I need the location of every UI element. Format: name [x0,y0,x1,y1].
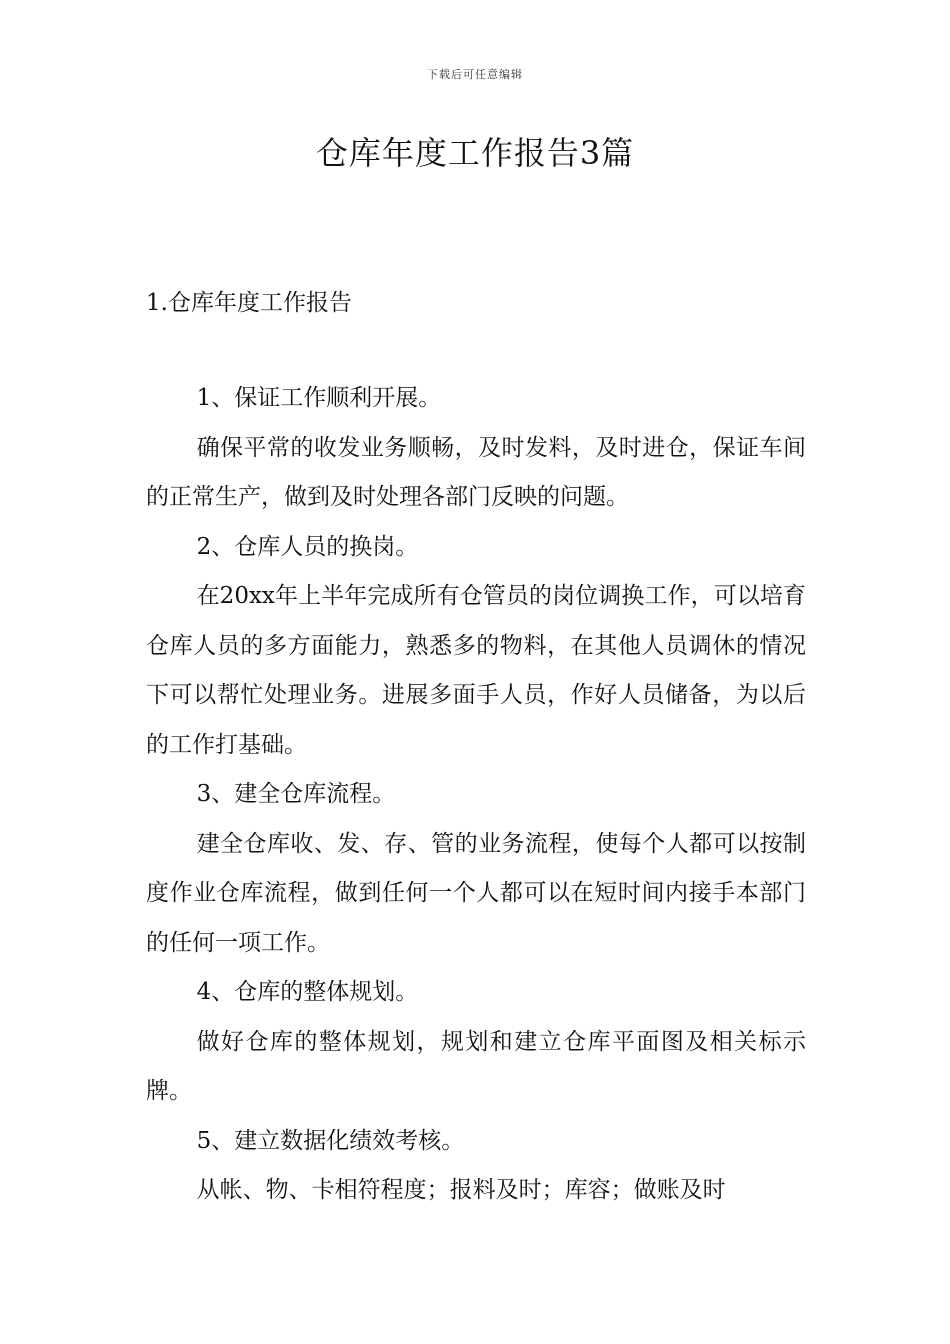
paragraph: 在20xx年上半年完成所有仓管员的岗位调换工作，可以培育仓库人员的多方面能力，熟悉多的物料，在其他人员调休的情况下可以帮忙处理业务。进展多面手人员，作好人员储备，为以后的工作打基础。 [146,583,806,758]
body-text [146,374,806,1216]
header-note: 下载后可任意编辑 [427,68,523,81]
paragraph-item-1-heading: 1、保证工作顺利开展。 [196,385,442,411]
paragraph-item-3-heading: 3、建全仓库流程。 [196,781,396,807]
paragraph: 确保平常的收发业务顺畅，及时发料，及时进仓，保证车间的正常生产，做到及时处理各部门反映的问题。 [146,434,806,510]
paragraph: 从帐、物、卡相符程度；报料及时；库容；做账及时 [196,1177,726,1203]
paragraph: 建全仓库收、发、存、管的业务流程，使每个人都可以按制度作业仓库流程，做到任何一个人都可以在短时间内接手本部门的任何一项工作。 [146,830,806,956]
section-heading: 1.仓库年度工作报告 [146,290,352,316]
paragraph-item-2-heading: 2、仓库人员的换岗。 [196,533,419,560]
document-title: 仓库年度工作报告3篇 [315,134,635,172]
paragraph: 做好仓库的整体规划，规划和建立仓库平面图及相关标示牌。 [146,1028,806,1104]
paragraph-item-4-heading: 4、仓库的整体规划。 [196,979,419,1005]
paragraph-item-5-heading: 5、建立数据化绩效考核。 [196,1127,465,1154]
